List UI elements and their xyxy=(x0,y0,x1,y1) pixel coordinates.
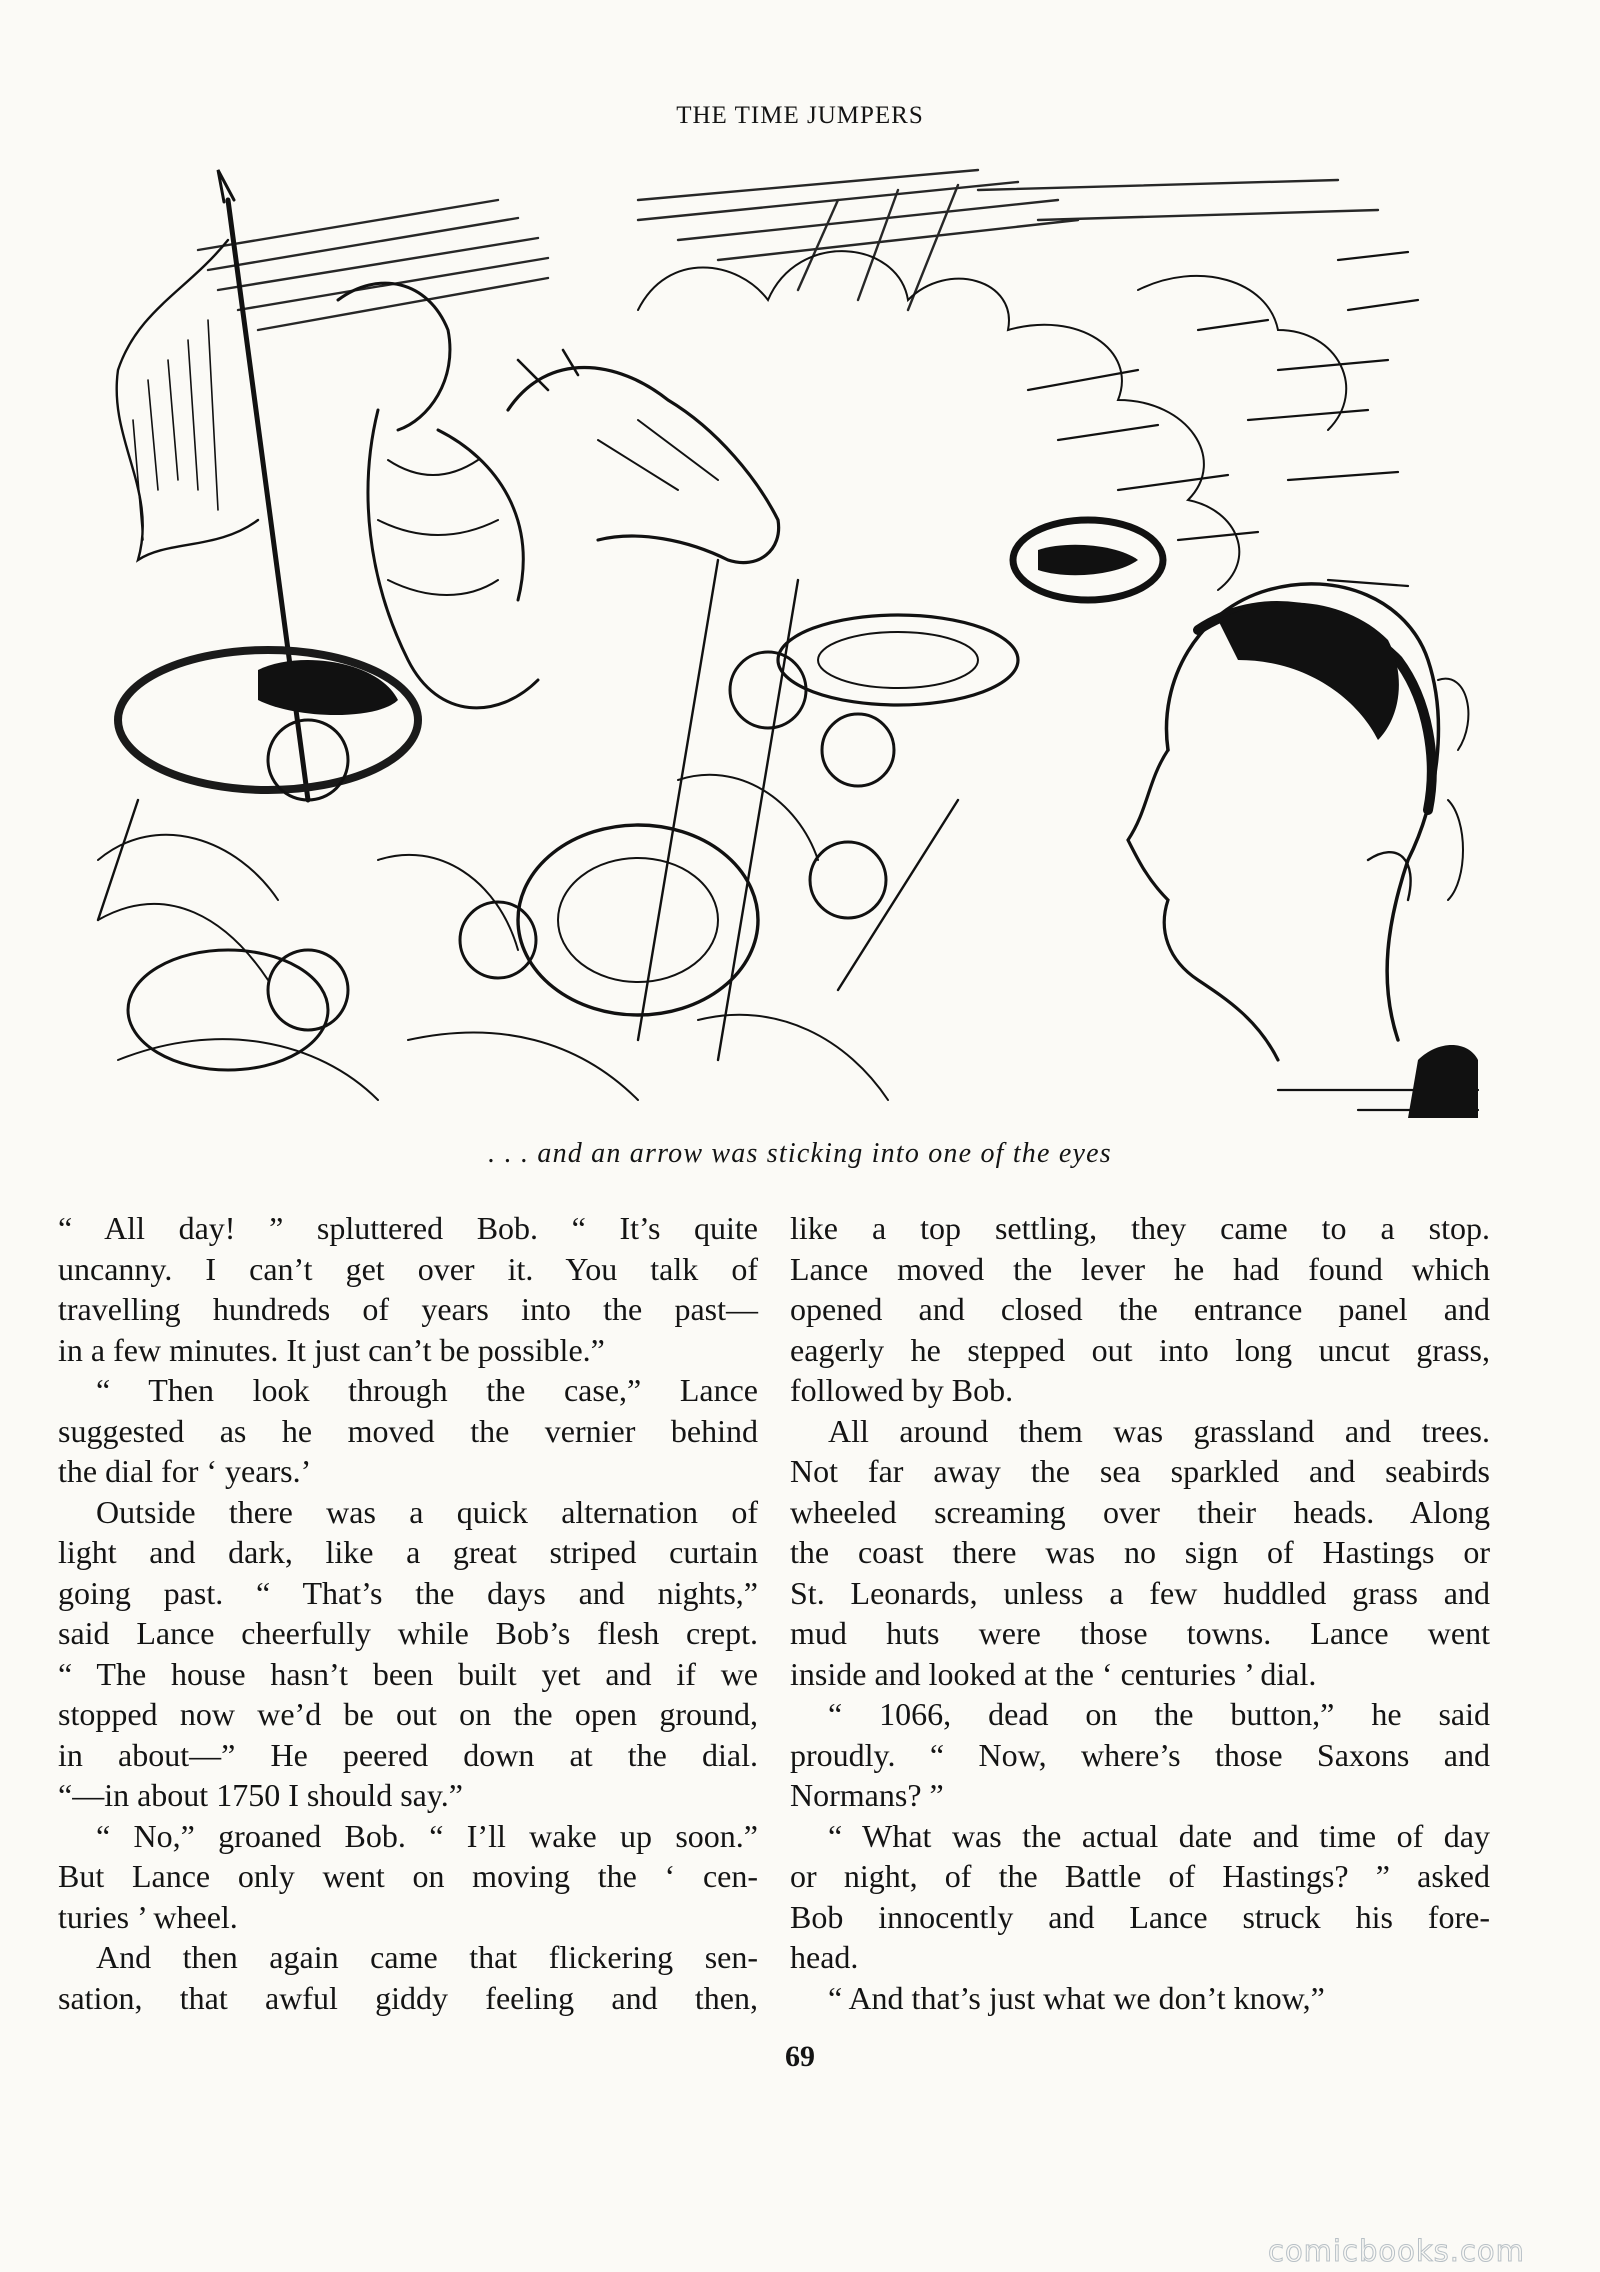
text-line: wheeled screaming over their heads. Along xyxy=(790,1493,1490,1530)
text-line: in a few minutes. It just can’t be possible.” xyxy=(58,1331,605,1368)
right-column xyxy=(790,1208,1490,2018)
battle-illustration xyxy=(78,160,1480,1118)
running-head: THE TIME JUMPERS xyxy=(676,102,924,129)
text-line: light and dark, like a great striped curtain xyxy=(58,1534,758,1570)
text-line: suggested as he moved the vernier behind xyxy=(58,1412,758,1449)
paragraph xyxy=(790,1978,1490,2019)
text-line: Bob innocently and Lance struck his fore- xyxy=(790,1898,1490,1935)
text-line: And then again came that flickering sen- xyxy=(96,1939,758,1975)
paragraph xyxy=(58,1937,758,2018)
paragraph xyxy=(790,1208,1490,1411)
paragraph xyxy=(58,1816,758,1938)
text-line: “ And that’s just what we don’t know,” xyxy=(828,1979,1325,2016)
paragraph xyxy=(790,1816,1490,1978)
text-line: or night, of the Battle of Hastings? ” asked xyxy=(790,1858,1490,1894)
text-line: All around them was grassland and trees. xyxy=(828,1412,1490,1449)
text-line: like a top settling, they came to a stop. xyxy=(790,1210,1490,1246)
text-line: “—in about 1750 I should say.” xyxy=(58,1777,463,1813)
left-column xyxy=(58,1208,758,2018)
text-line: uncanny. I can’t get over it. You talk of xyxy=(58,1250,758,1287)
text-line: going past. “ That’s the days and nights,” xyxy=(58,1574,758,1611)
illustration-caption: . . . and an arrow was sticking into one of the eyes xyxy=(488,1138,1112,1169)
site-watermark: comicbooks.com xyxy=(1268,2234,1525,2268)
text-line: travelling hundreds of years into the past— xyxy=(58,1291,758,1327)
text-line: “ All day! ” spluttered Bob. “ It’s quite xyxy=(58,1210,758,1246)
text-line: Not far away the sea sparkled and seabirds xyxy=(790,1453,1490,1489)
text-line: stopped now we’d be out on the open ground, xyxy=(58,1696,758,1732)
text-line: “ Then look through the case,” Lance xyxy=(96,1372,758,1408)
text-line: Lance moved the lever he had found which xyxy=(790,1250,1490,1287)
text-line: the dial for ‘ years.’ xyxy=(58,1453,312,1489)
text-line: followed by Bob. xyxy=(790,1372,1014,1408)
text-line: “ No,” groaned Bob. “ I’ll wake up soon.” xyxy=(96,1817,758,1854)
paragraph xyxy=(790,1411,1490,1695)
text-line: “ The house hasn’t been built yet and if we xyxy=(58,1655,758,1692)
text-line: Normans? ” xyxy=(790,1777,944,1813)
text-line: head. xyxy=(790,1939,859,1975)
text-line: “ 1066, dead on the button,” he said xyxy=(828,1696,1490,1732)
paragraph xyxy=(790,1694,1490,1816)
text-line: sation, that awful giddy feeling and then, xyxy=(58,1979,758,2016)
text-line: the coast there was no sign of Hastings or xyxy=(790,1534,1490,1570)
text-line: proudly. “ Now, where’s those Saxons and xyxy=(790,1736,1490,1773)
text-line: St. Leonards, unless a few huddled grass and xyxy=(790,1574,1490,1611)
text-line: eagerly he stepped out into long uncut grass, xyxy=(790,1331,1490,1368)
text-line: opened and closed the entrance panel and xyxy=(790,1291,1490,1327)
paragraph xyxy=(58,1370,758,1492)
text-line: turies ’ wheel. xyxy=(58,1898,238,1935)
text-line: said Lance cheerfully while Bob’s flesh crept. xyxy=(58,1615,758,1651)
text-line: “ What was the actual date and time of day xyxy=(828,1817,1490,1854)
text-line: But Lance only went on moving the ‘ cen- xyxy=(58,1858,758,1894)
text-line: Outside there was a quick alternation of xyxy=(96,1493,758,1530)
paragraph xyxy=(58,1492,758,1816)
paragraph xyxy=(58,1208,758,1370)
text-line: in about—” He peered down at the dial. xyxy=(58,1736,758,1773)
text-line: inside and looked at the ‘ centuries ’ dial. xyxy=(790,1655,1317,1692)
page-number: 69 xyxy=(785,2040,815,2073)
text-line: mud huts were those towns. Lance went xyxy=(790,1615,1490,1651)
